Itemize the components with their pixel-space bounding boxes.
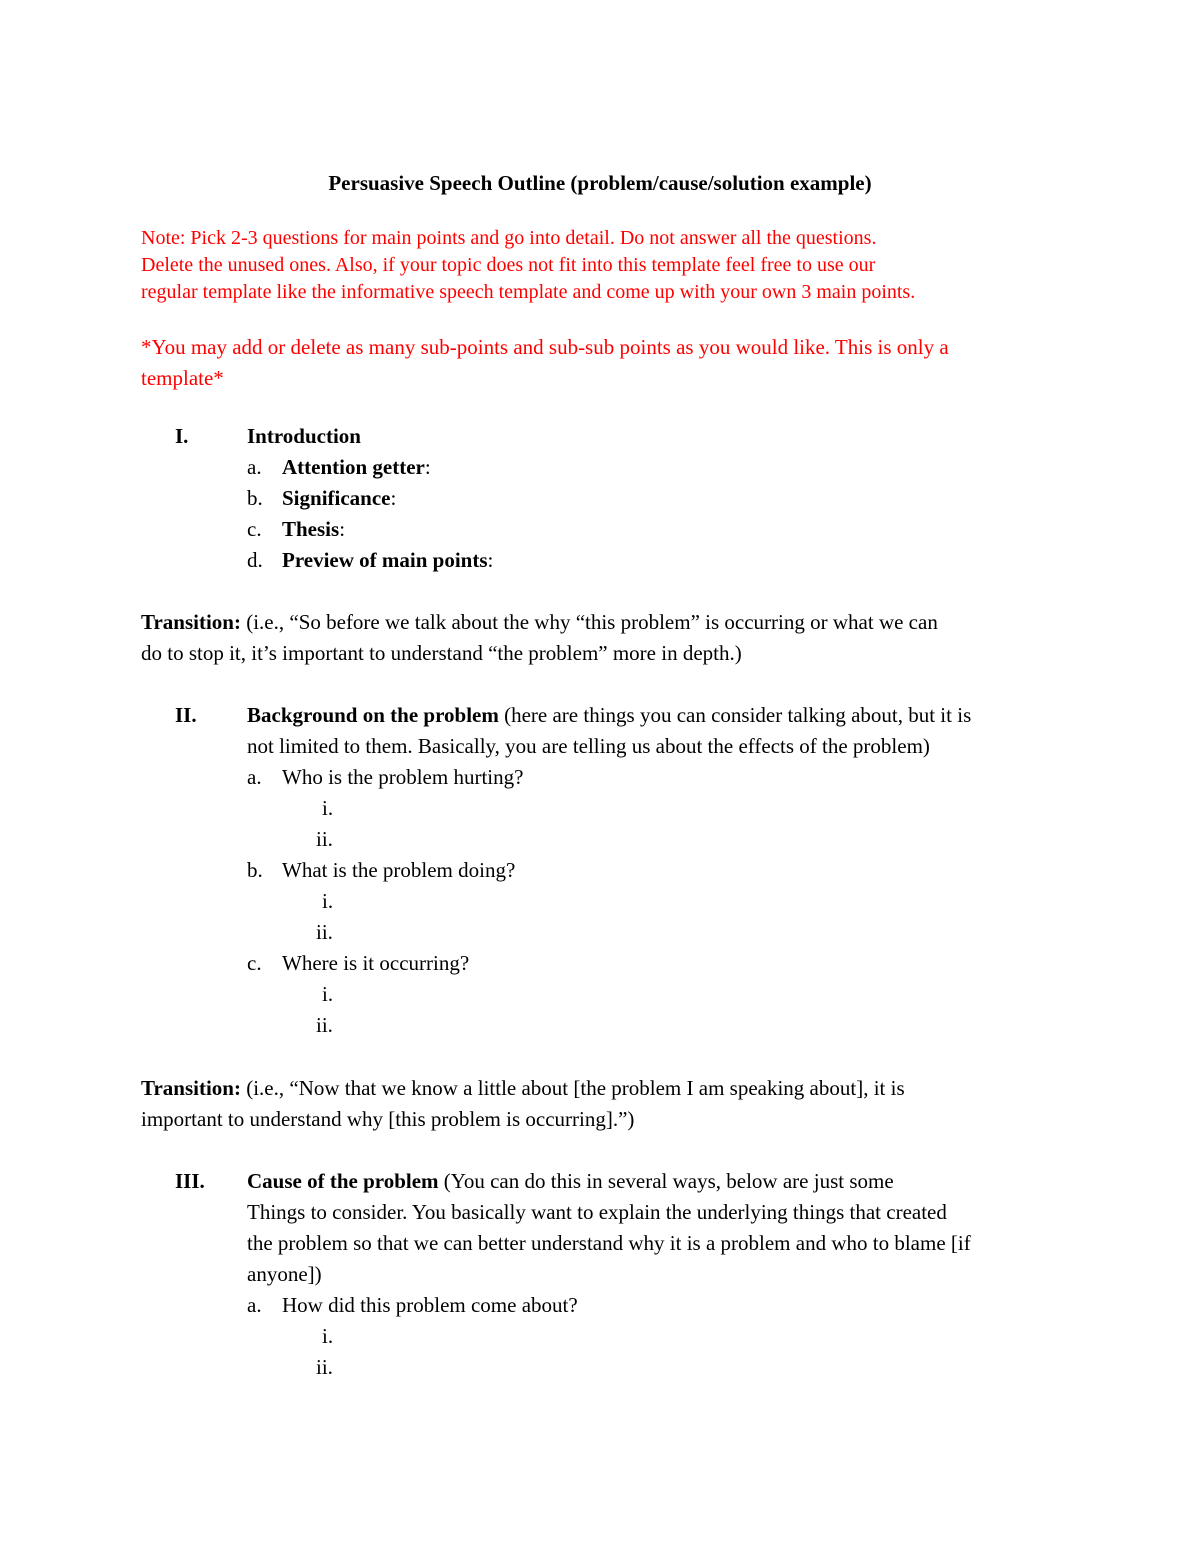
- sub-item-i: i.: [322, 796, 334, 820]
- transition-1-line-1: [141, 607, 938, 638]
- sub-item-ii: ii.: [316, 1355, 333, 1379]
- section-1-item-a: [247, 452, 431, 483]
- section-3-heading-line: [247, 1166, 894, 1197]
- section-3-desc-line-2: Things to consider. You basically want to explain the underlying things that created: [247, 1200, 947, 1224]
- item-content: [282, 452, 431, 483]
- item-letter: d.: [247, 548, 263, 572]
- document-title: Persuasive Speech Outline (problem/cause/solution example): [328, 171, 872, 195]
- section-2-numeral: II.: [175, 703, 197, 727]
- section-3-desc-line-3: the problem so that we can better understand why it is a problem and who to blame [if: [247, 1231, 971, 1255]
- sub-item-ii: ii.: [316, 827, 333, 851]
- item-suffix: :: [487, 548, 494, 572]
- sub-item-ii: ii.: [316, 1013, 333, 1037]
- section-2-heading: Background on the problem: [247, 703, 499, 727]
- transition-text: (i.e., “So before we talk about the why “this problem” is occurring or what we can: [240, 610, 938, 634]
- section-2-item-c: [247, 948, 470, 979]
- section-1-item-b: [247, 483, 397, 514]
- section-1-item-d: [247, 545, 494, 576]
- item-letter: a.: [247, 455, 262, 479]
- item-letter: a.: [247, 1293, 262, 1317]
- section-1-item-c: [247, 514, 346, 545]
- note-line-1: Note: Pick 2-3 questions for main points and go into detail. Do not answer all the questions.: [141, 227, 877, 249]
- section-2-item-b: [247, 855, 516, 886]
- item-label: Thesis: [282, 517, 340, 541]
- item-text: Where is it occurring?: [282, 951, 470, 975]
- item-text: What is the problem doing?: [282, 858, 516, 882]
- section-2-desc-line-2: not limited to them. Basically, you are telling us about the effects of the problem): [247, 734, 930, 758]
- section-3-numeral: III.: [175, 1169, 205, 1193]
- item-letter: b.: [247, 858, 263, 882]
- section-2-desc: (here are things you can consider talking about, but it is: [498, 703, 972, 727]
- item-content: [282, 514, 345, 545]
- sub-item-i: i.: [322, 982, 334, 1006]
- item-letter: c.: [247, 951, 262, 975]
- transition-2-line-2: important to understand why [this problem is occurring].”): [141, 1107, 635, 1131]
- item-text: Who is the problem hurting?: [282, 765, 524, 789]
- template-note-line-2: template*: [141, 366, 224, 390]
- section-2-item-a: [247, 762, 524, 793]
- section-3-item-a: [247, 1290, 578, 1321]
- note-line-3: regular template like the informative speech template and come up with your own 3 main points.: [141, 281, 916, 303]
- transition-2-line-1: [141, 1073, 905, 1104]
- item-letter: c.: [247, 517, 262, 541]
- item-suffix: :: [339, 517, 346, 541]
- section-2-heading-line: [247, 700, 971, 731]
- section-3-desc: (You can do this in several ways, below are just some: [438, 1169, 894, 1193]
- section-1-heading: Introduction: [247, 424, 361, 448]
- item-label: Preview of main points: [282, 548, 488, 572]
- item-label: Attention getter: [282, 455, 425, 479]
- transition-label: Transition:: [141, 1076, 241, 1100]
- section-3-desc-line-4: anyone]): [247, 1262, 322, 1286]
- section-1-numeral: I.: [175, 424, 189, 448]
- item-content: [282, 483, 396, 514]
- section-3-heading: Cause of the problem: [247, 1169, 439, 1193]
- template-note-line-1: *You may add or delete as many sub-points and sub-sub points as you would like. This is only a: [141, 335, 949, 359]
- note-line-2: Delete the unused ones. Also, if your topic does not fit into this template feel free to use our: [141, 254, 876, 276]
- item-text: How did this problem come about?: [282, 1293, 578, 1317]
- item-suffix: :: [424, 455, 431, 479]
- item-letter: b.: [247, 486, 263, 510]
- transition-text: (i.e., “Now that we know a little about [the problem I am speaking about], it is: [240, 1076, 905, 1100]
- transition-1-line-2: do to stop it, it’s important to understand “the problem” more in depth.): [141, 641, 742, 665]
- item-content: [282, 545, 493, 576]
- item-label: Significance: [282, 486, 391, 510]
- sub-item-i: i.: [322, 889, 334, 913]
- item-letter: a.: [247, 765, 262, 789]
- item-suffix: :: [390, 486, 397, 510]
- sub-item-ii: ii.: [316, 920, 333, 944]
- sub-item-i: i.: [322, 1324, 334, 1348]
- transition-label: Transition:: [141, 610, 241, 634]
